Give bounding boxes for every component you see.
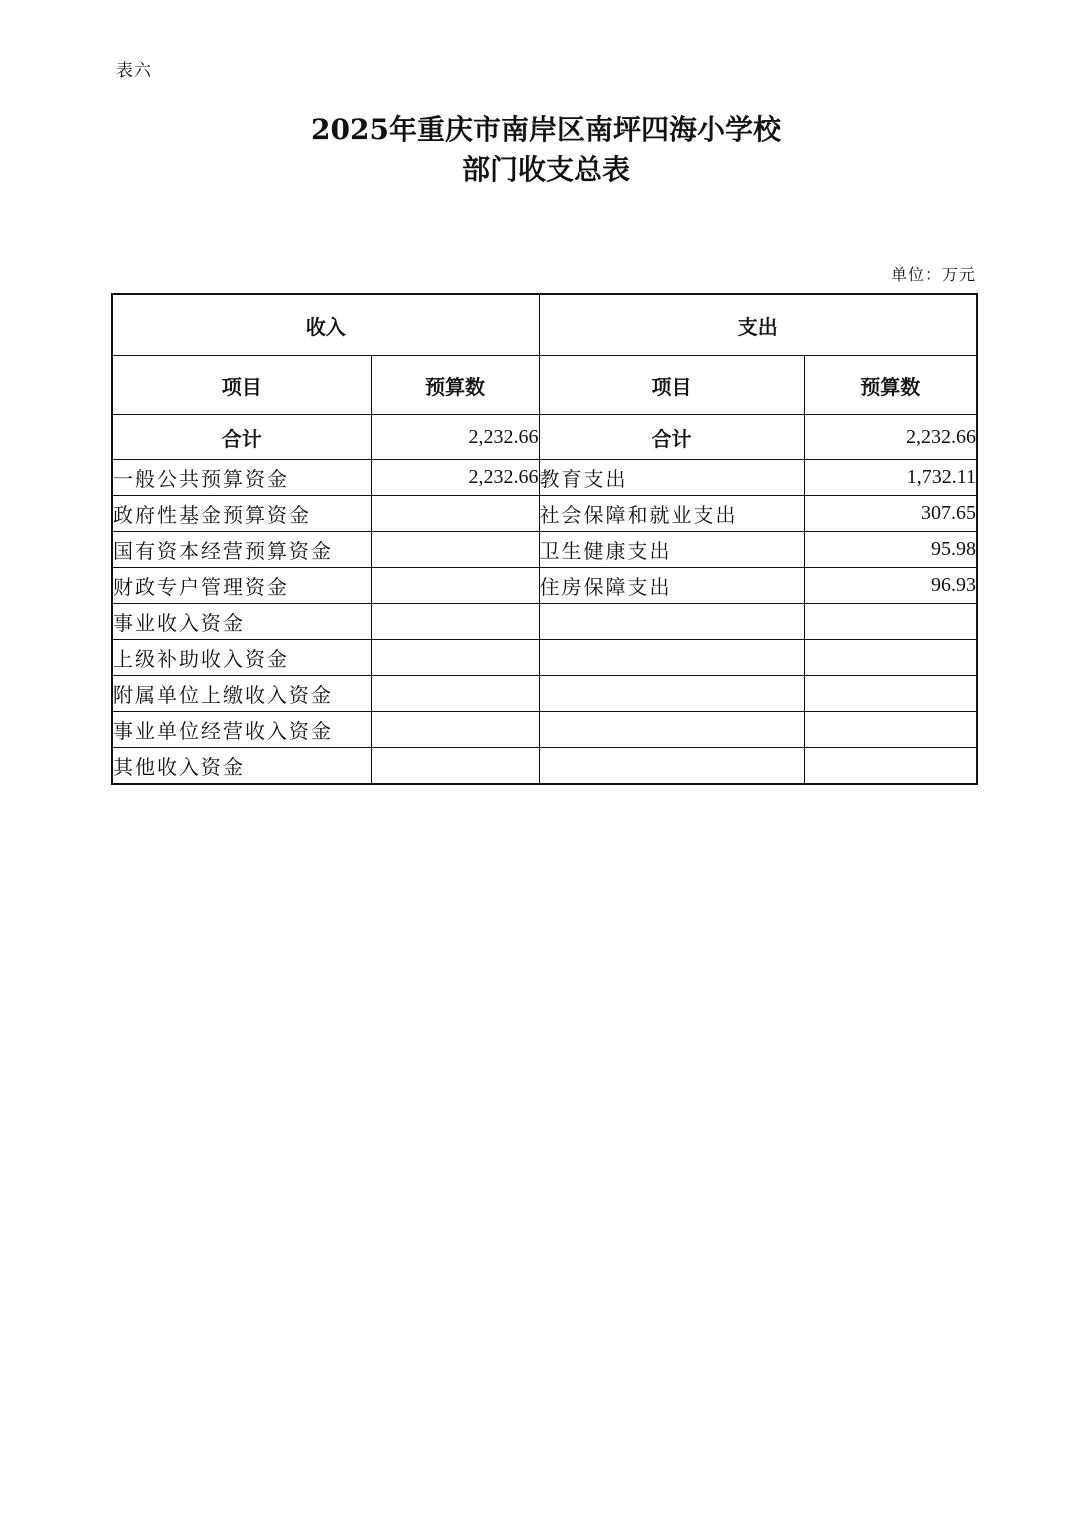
table-row — [112, 532, 977, 568]
table-row — [112, 568, 977, 604]
table-row — [112, 640, 977, 676]
table-row — [112, 676, 977, 712]
expense-item-cell — [539, 712, 804, 748]
income-item-cell: 其他收入资金 — [112, 748, 371, 785]
income-expense-summary-table — [111, 293, 978, 785]
page-subtitle: 部门收支总表 — [461, 153, 630, 186]
income-item-cell: 一般公共预算资金 — [112, 460, 371, 496]
expense-total-label: 合计 — [539, 415, 804, 460]
expense-item-cell — [539, 640, 804, 676]
table-row — [112, 460, 977, 496]
expense-item-header: 项目 — [539, 356, 804, 415]
expense-value-cell: 96.93 — [804, 568, 977, 604]
expense-value-cell — [804, 640, 977, 676]
total-row — [112, 415, 977, 460]
table-label: 表六 — [116, 61, 152, 81]
table-body — [112, 460, 977, 785]
income-value-cell — [371, 712, 539, 748]
expense-item-cell — [539, 676, 804, 712]
table-row — [112, 604, 977, 640]
page-title: 2025年重庆市南岸区南坪四海小学校 — [311, 113, 781, 146]
income-item-cell: 事业收入资金 — [112, 604, 371, 640]
income-header: 收入 — [112, 294, 539, 356]
income-value-cell — [371, 532, 539, 568]
income-value-cell — [371, 568, 539, 604]
expense-item-cell: 住房保障支出 — [539, 568, 804, 604]
expense-value-cell — [804, 604, 977, 640]
expense-budget-header: 预算数 — [804, 356, 977, 415]
income-item-cell: 上级补助收入资金 — [112, 640, 371, 676]
expense-total-value: 2,232.66 — [804, 415, 977, 460]
expense-value-cell: 1,732.11 — [804, 460, 977, 496]
income-total-value: 2,232.66 — [371, 415, 539, 460]
column-header-row — [112, 356, 977, 415]
expense-item-cell — [539, 604, 804, 640]
expense-value-cell: 95.98 — [804, 532, 977, 568]
income-item-cell: 附属单位上缴收入资金 — [112, 676, 371, 712]
income-item-cell: 财政专户管理资金 — [112, 568, 371, 604]
income-value-cell — [371, 676, 539, 712]
group-header-row — [112, 294, 977, 356]
table-row — [112, 712, 977, 748]
income-value-cell — [371, 640, 539, 676]
income-value-cell — [371, 604, 539, 640]
expense-item-cell: 卫生健康支出 — [539, 532, 804, 568]
expense-value-cell: 307.65 — [804, 496, 977, 532]
income-value-cell — [371, 496, 539, 532]
expense-item-cell — [539, 748, 804, 785]
expense-value-cell — [804, 676, 977, 712]
income-item-header: 项目 — [112, 356, 371, 415]
income-value-cell: 2,232.66 — [371, 460, 539, 496]
income-budget-header: 预算数 — [371, 356, 539, 415]
income-item-cell: 国有资本经营预算资金 — [112, 532, 371, 568]
expense-value-cell — [804, 712, 977, 748]
expense-item-cell: 教育支出 — [539, 460, 804, 496]
income-value-cell — [371, 748, 539, 785]
table-row — [112, 748, 977, 785]
expense-header: 支出 — [539, 294, 977, 356]
expense-value-cell — [804, 748, 977, 785]
expense-item-cell: 社会保障和就业支出 — [539, 496, 804, 532]
table-row — [112, 496, 977, 532]
income-item-cell: 政府性基金预算资金 — [112, 496, 371, 532]
income-item-cell: 事业单位经营收入资金 — [112, 712, 371, 748]
income-total-label: 合计 — [112, 415, 371, 460]
unit-label: 单位：万元 — [890, 265, 976, 284]
